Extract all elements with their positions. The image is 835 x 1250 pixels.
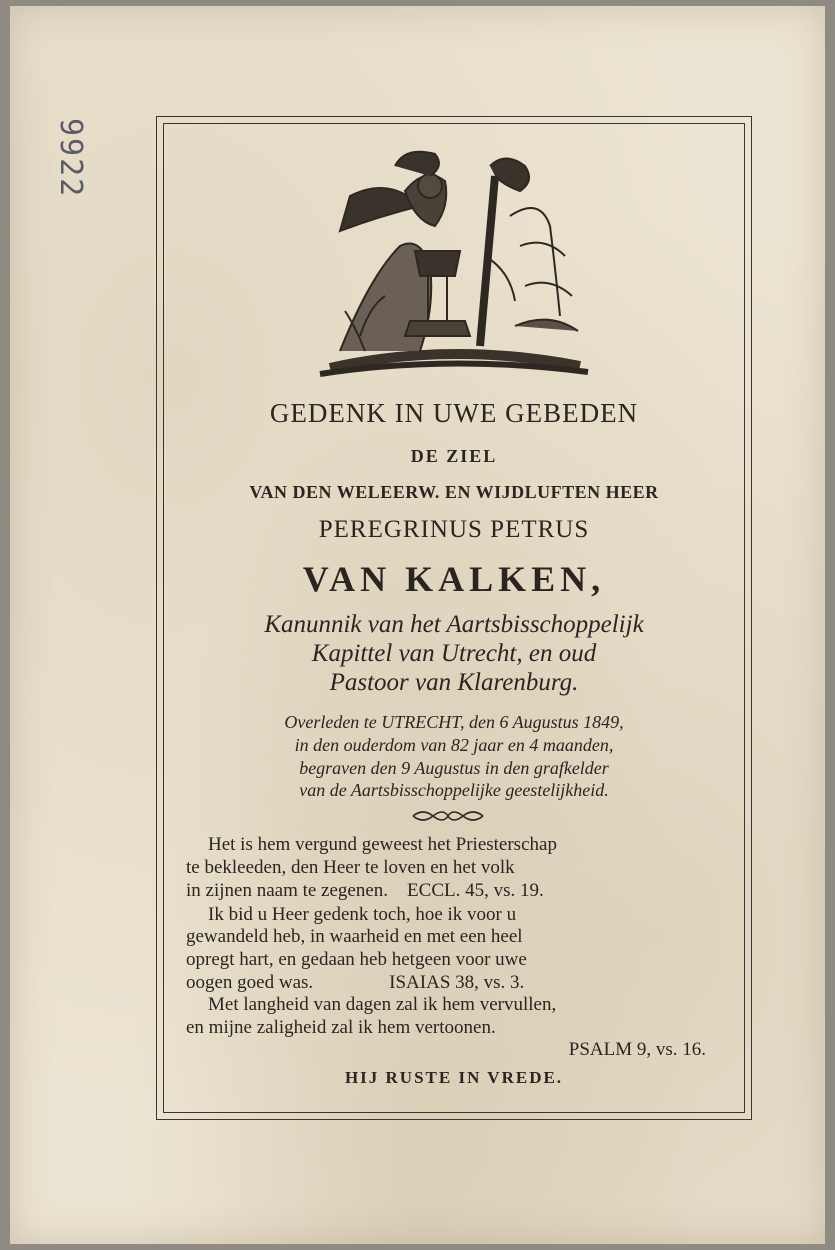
verse-line: opregt hart, en gedaan heb hetgeen voor uwe: [186, 949, 527, 970]
verse-line: te bekleeden, den Heer te loven en het volk: [186, 857, 515, 878]
handwritten-number: 9922: [53, 118, 88, 199]
title-line: Pastoor van Klarenburg.: [329, 669, 579, 696]
subheading: DE ZIEL: [410, 446, 498, 466]
death-line: in den ouderdom van 82 jaar en 4 maanden,: [294, 735, 614, 755]
verse-line: en mijne zaligheid zal ik hem vertoonen.: [186, 1017, 496, 1038]
verse-line: Met langheid van dagen zal ik hem vervullen,: [208, 994, 557, 1015]
title-line: Kanunnik van het Aartsbisschoppelijk: [264, 611, 644, 638]
verse-line: Ik bid u Heer gedenk toch, hoe ik voor u: [208, 904, 517, 925]
honorific-line: VAN DEN WELEERW. EN WIJDLUFTEN HEER: [249, 482, 659, 502]
ornament-divider: [408, 806, 488, 826]
closing-line: HIJ RUSTE IN VREDE.: [344, 1068, 564, 1087]
verse-line: Het is hem vergund geweest het Priesterschap: [208, 834, 557, 855]
verse-citation: PSALM 9, vs. 16.: [568, 1039, 706, 1060]
death-line: Overleden te UTRECHT, den 6 Augustus 1849,: [284, 712, 624, 732]
verse-line: gewandeld heb, in waarheid en met een heel: [186, 926, 523, 947]
death-line: van de Aartsbisschoppelijke geestelijkheid.: [299, 780, 609, 800]
death-line: begraven den 9 Augustus in den grafkelder: [299, 758, 609, 778]
angel-urn-engraving: [310, 136, 595, 381]
memorial-card: [10, 6, 825, 1244]
heading: GEDENK IN UWE GEBEDEN: [269, 398, 639, 428]
verse-line: in zijnen naam te zegenen. ECCL. 45, vs. 19.: [186, 880, 544, 901]
surname: VAN KALKEN,: [302, 559, 606, 599]
title-line: Kapittel van Utrecht, en oud: [311, 640, 597, 667]
given-names: PEREGRINUS PETRUS: [318, 516, 590, 543]
verse-line: oogen goed was. ISAIAS 38, vs. 3.: [186, 972, 525, 993]
